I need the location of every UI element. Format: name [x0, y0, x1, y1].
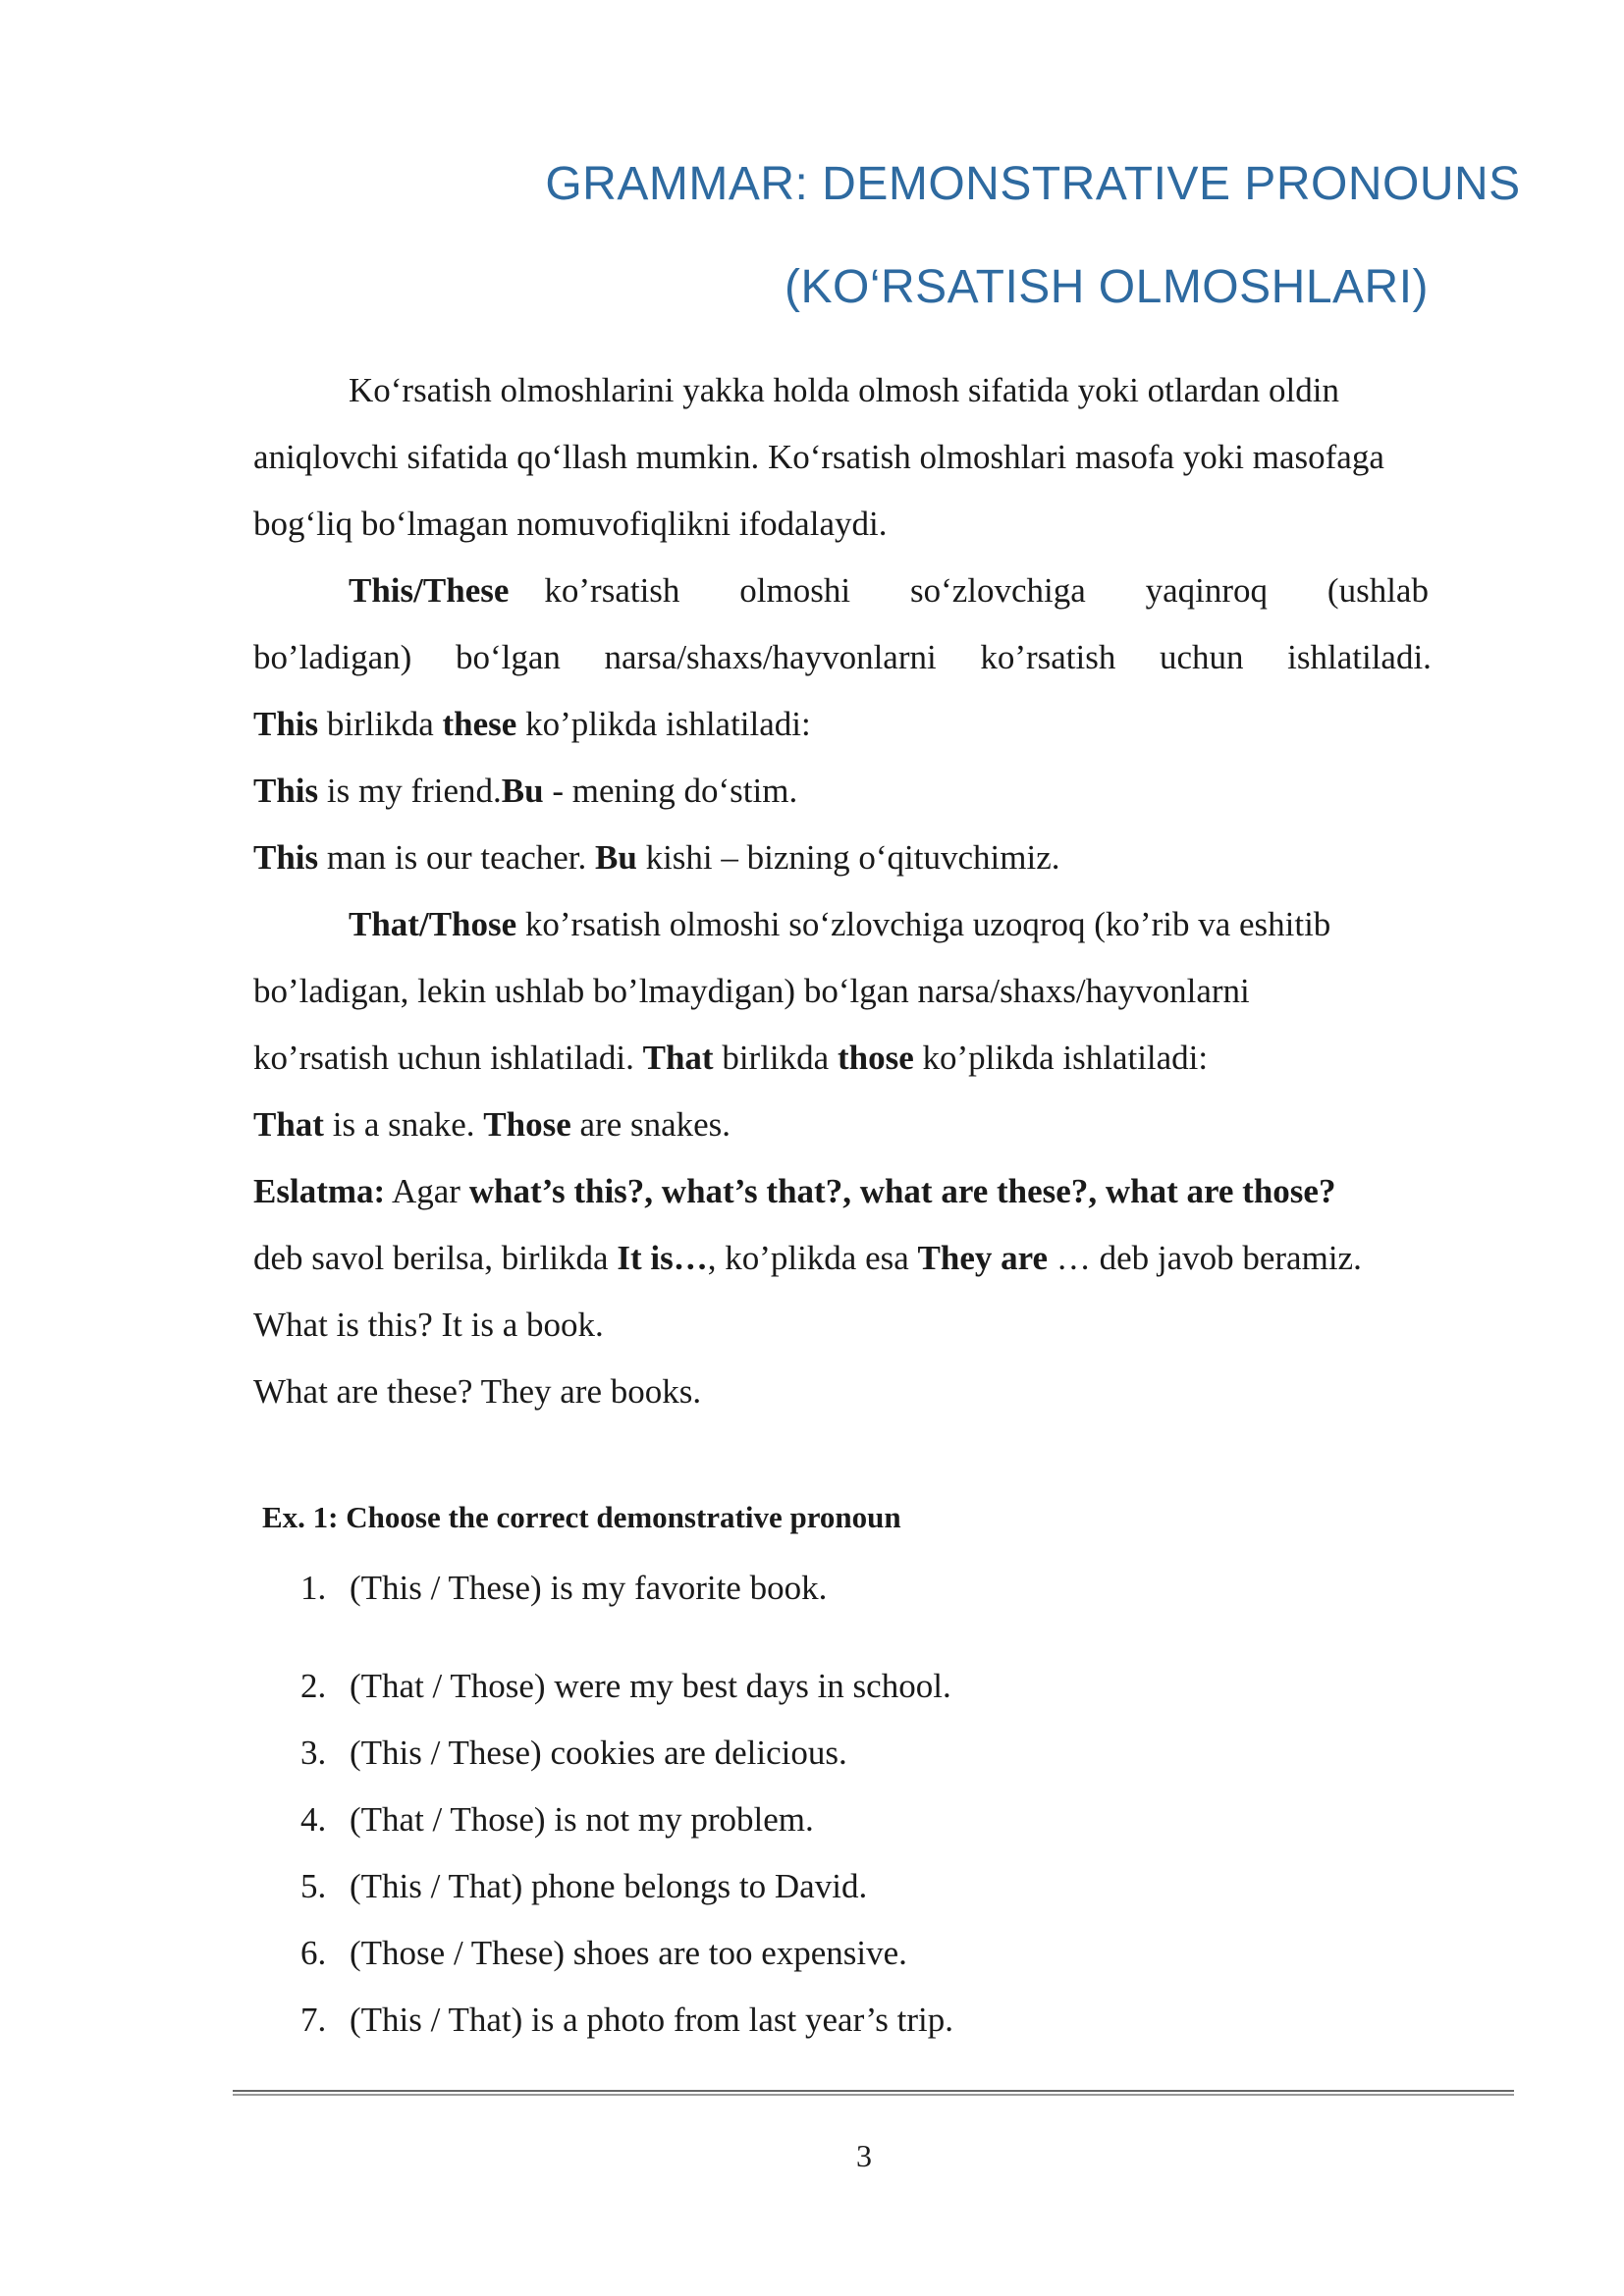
this-example-1: This is my friend.Bu - mening do‘stim.	[253, 772, 798, 810]
exercise-item: 2. (That / Those) were my best days in school.	[300, 1667, 951, 1705]
that-those-line-2: bo’ladigan, lekin ushlab bo’lmaydigan) bo‘lgan narsa/shaxs/hayvonlarni	[253, 972, 1250, 1010]
exercise-item: 5. (This / That) phone belongs to David.	[300, 1867, 868, 1905]
that-those-line-1: That/Those ko’rsatish olmoshi so‘zlovchiga uzoqroq (ko’rib va eshitib	[349, 905, 1331, 943]
page-title-line-1: GRAMMAR: DEMONSTRATIVE PRONOUNS	[545, 158, 1521, 210]
that-example: That is a snake. Those are snakes.	[253, 1105, 731, 1144]
intro-line-1: Ko‘rsatish olmoshlarini yakka holda olmosh sifatida yoki otlardan oldin	[349, 371, 1340, 409]
that-those-line-3: ko’rsatish uchun ishlatiladi. That birlikda those ko’plikda ishlatiladi:	[253, 1039, 1209, 1077]
exercise-item: 1. (This / These) is my favorite book.	[300, 1569, 828, 1607]
page-title-line-2: (KO‘RSATISH OLMOSHLARI)	[784, 261, 1430, 313]
footer-divider	[233, 2090, 1514, 2096]
exercise-item: 7. (This / That) is a photo from last year’s trip.	[300, 2001, 953, 2039]
page-number: 3	[856, 2138, 872, 2173]
note-example-1: What is this? It is a book.	[253, 1306, 604, 1344]
this-these-term: This/These	[349, 571, 510, 610]
note-line-1: Eslatma: Agar what’s this?, what’s that?, what are these?, what are those?	[253, 1172, 1336, 1210]
this-these-line-3: This birlikda these ko’plikda ishlatiladi:	[253, 705, 811, 743]
exercise-item: 3. (This / These) cookies are delicious.	[300, 1734, 847, 1772]
exercise-item: 6. (Those / These) shoes are too expensive.	[300, 1934, 907, 1972]
this-example-2: This man is our teacher. Bu kishi – bizning o‘qituvchimiz.	[253, 838, 1060, 877]
intro-line-3: bog‘liq bo‘lmagan nomuvofiqlikni ifodalaydi.	[253, 505, 888, 543]
note-line-2: deb savol berilsa, birlikda It is…, ko’plikda esa They are … deb javob beramiz.	[253, 1239, 1362, 1277]
note-example-2: What are these? They are books.	[253, 1372, 702, 1411]
this-these-line-1: This/These ko’rsatish olmoshi so‘zlovchiga yaqinroq (ushlab	[349, 571, 1429, 610]
intro-line-2: aniqlovchi sifatida qo‘llash mumkin. Ko‘rsatish olmoshlari masofa yoki masofaga	[253, 438, 1384, 476]
exercise-title: Ex. 1: Choose the correct demonstrative pronoun	[262, 1500, 901, 1534]
this-these-line-2: bo’ladigan) bo‘lgan narsa/shaxs/hayvonlarni ko’rsatish uchun ishlatiladi.	[253, 638, 1432, 676]
exercise-item: 4. (That / Those) is not my problem.	[300, 1800, 814, 1839]
